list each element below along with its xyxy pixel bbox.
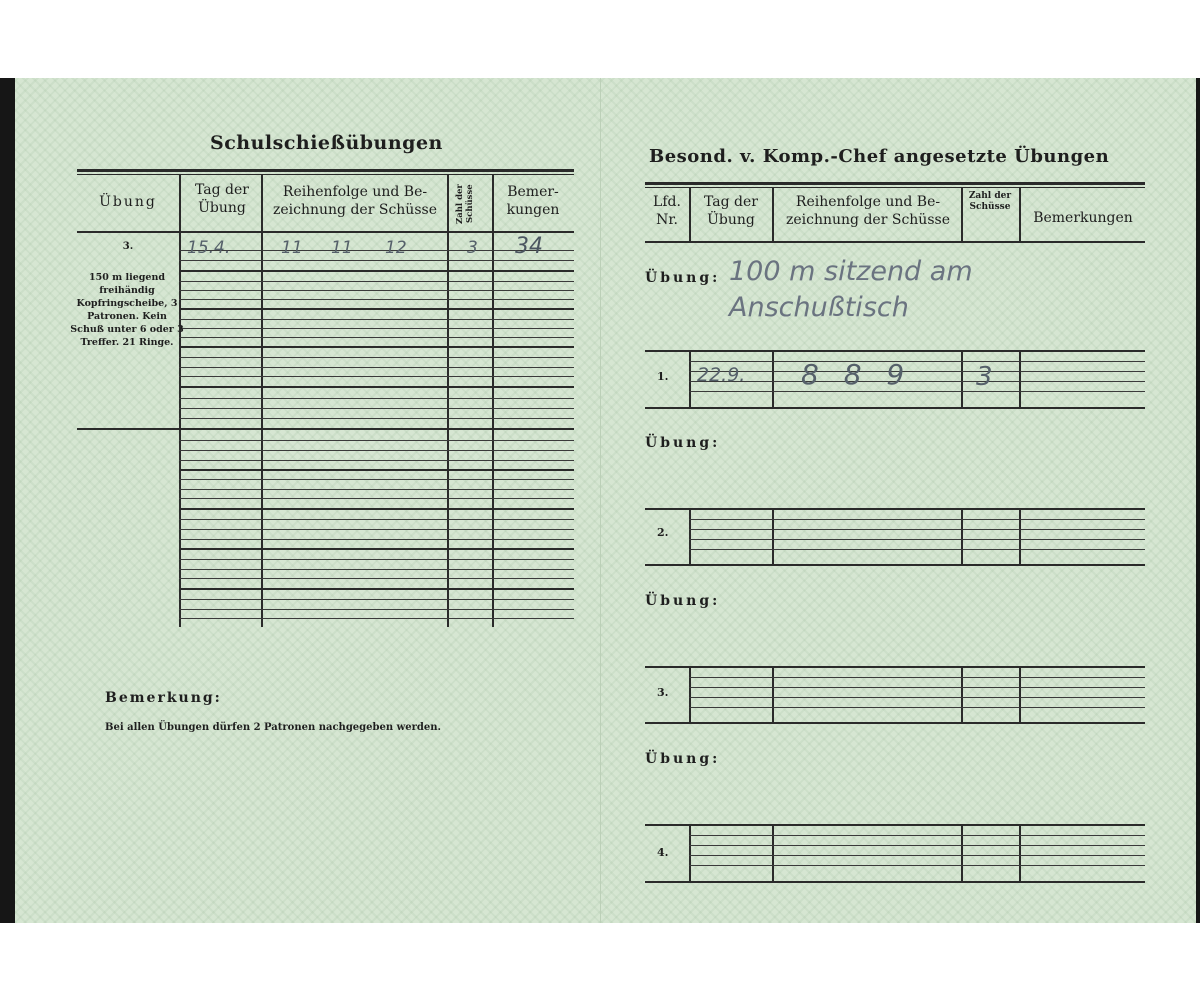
header-bemerkungen-right: Bemerkungen (1033, 210, 1133, 226)
header-uebung: Übung (99, 194, 157, 210)
uebung-label-2: Übung: (645, 435, 721, 451)
entry-shot-2: 11 (331, 238, 353, 258)
exercise-1-number: 1. (657, 370, 669, 383)
header-tag-der-uebung-right: Tag der Übung (704, 194, 758, 228)
entry-shot-1: 11 (281, 238, 303, 258)
right-page (600, 78, 1196, 923)
remark-label: Bemerkung: (105, 690, 222, 706)
entry-remarks: 34 (515, 234, 543, 259)
entry-date: 15.4. (187, 238, 231, 258)
entry-count: 3 (467, 238, 478, 258)
exercise-2-number: 2. (657, 526, 669, 539)
exercise-3-number: 3. (657, 686, 669, 699)
header-reihenfolge: Reihenfolge und Be- zeichnung der Schüsse (273, 184, 437, 218)
left-page-title: Schulschießübungen (210, 132, 443, 154)
header-zahl-der-schuesse: Zahl der Schüsse (455, 184, 475, 224)
exercise-number: 3. (122, 241, 134, 252)
header-zahl-right: Zahl der Schüsse (968, 191, 1012, 212)
uebung-label-4: Übung: (645, 751, 721, 767)
uebung-label-3: Übung: (645, 593, 721, 609)
right-page-title: Besond. v. Komp.-Chef angesetzte Übungen (649, 146, 1110, 167)
exercise-description: 150 m liegend freihändig Kopfringscheibe, 3 Patronen. Kein Schuß unter 6 oder 3 Treffer. 21 Ringe. (70, 272, 184, 348)
header-lfd-nr: Lfd. Nr. (653, 194, 681, 228)
exercise-4-number: 4. (657, 846, 669, 859)
header-bemerkungen: Bemer- kungen (506, 184, 560, 218)
header-tag-der-uebung: Tag der Übung (195, 182, 249, 216)
uebung-label-1: Übung: (645, 270, 721, 286)
exercise-1-shots: 8 8 9 (801, 358, 913, 391)
header-reihenfolge-right: Reihenfolge und Be- zeichnung der Schüsse (786, 194, 950, 228)
left-page (15, 78, 600, 923)
remark-text: Bei allen Übungen dürfen 2 Patronen nachgegeben werden. (105, 722, 441, 733)
exercise-1-date: 22.9. (697, 364, 746, 386)
exercise-1-count: 3 (976, 362, 993, 392)
exercise-1-description: 100 m sitzend am Anschußtisch (729, 256, 973, 323)
entry-shot-3: 12 (385, 238, 407, 258)
